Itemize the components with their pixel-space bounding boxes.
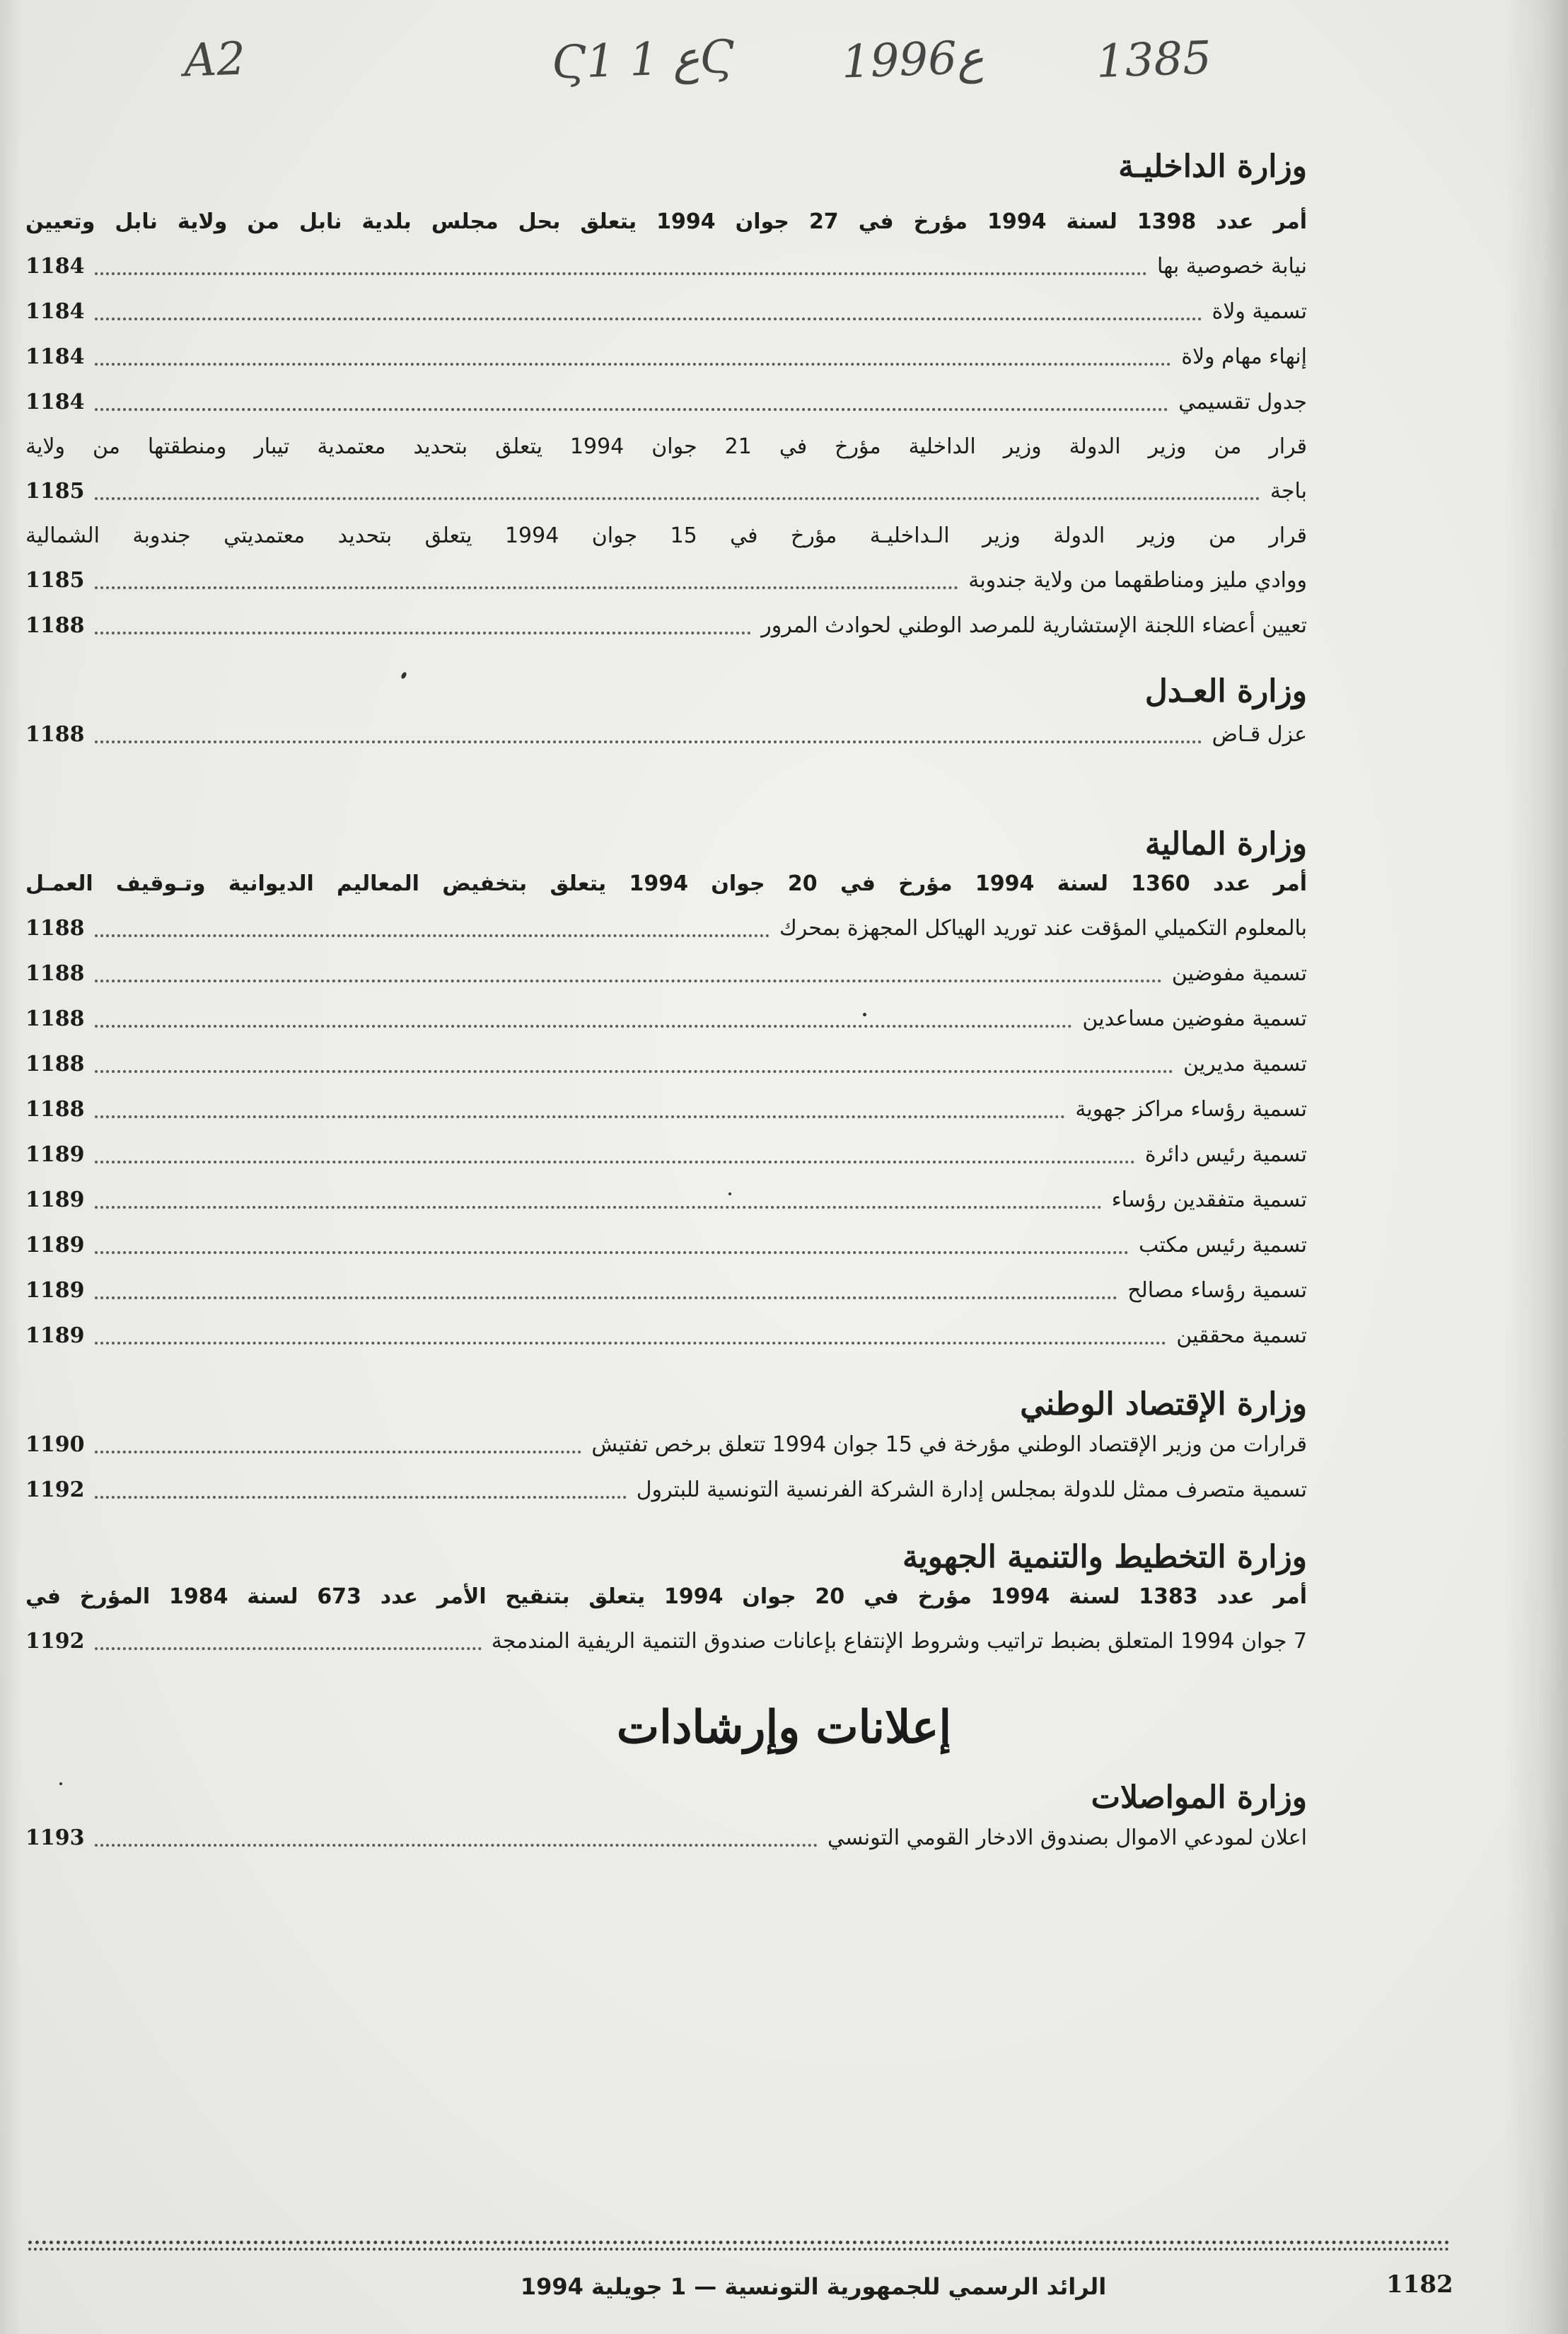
dot-leader — [95, 980, 1162, 982]
entry-text: قرارات من وزير الإقتصاد الوطني مؤرخة في 15 جوان 1994 تتعلق برخص تفتيش — [591, 1432, 1307, 1457]
section-interior — [25, 149, 1307, 649]
dot-leader — [95, 934, 770, 937]
scan-speck — [863, 1013, 866, 1016]
entry-text: عزل قـاض — [1212, 722, 1307, 747]
section-title: وزارة الداخليـة — [1118, 149, 1307, 185]
toc-entry — [25, 1087, 1307, 1132]
dot-leader — [95, 318, 1202, 320]
toc-entry — [25, 906, 1307, 951]
toc-entry — [25, 558, 1307, 603]
page-number: 1188 — [25, 961, 85, 986]
footer-rule-secondary — [28, 2248, 1450, 2253]
page-number: 1193 — [25, 1825, 85, 1850]
entry-first-line: أمر عدد 1360 لسنة 1994 مؤرخ في 20 جوان 1994 يتعلق بتخفيض المعاليم الديوانية وتـوقيف العمـل — [25, 871, 1308, 896]
entry-text: تعيين أعضاء اللجنة الإستشارية للمرصد الوطني لحوادث المرور — [761, 613, 1307, 638]
dot-leader — [95, 363, 1172, 366]
entry-text: تسمية متصرف ممثل للدولة بمجلس إدارة الشركة الفرنسية التونسية للبترول — [636, 1477, 1307, 1502]
toc-entry — [25, 1132, 1307, 1178]
page-number: 1192 — [25, 1629, 85, 1654]
page-number: 1184 — [25, 344, 85, 369]
dot-leader — [95, 1451, 582, 1453]
page-number: 1189 — [25, 1323, 85, 1348]
dot-leader — [95, 1251, 1129, 1254]
section-title: وزارة المواصلات — [1091, 1779, 1307, 1816]
entry-text: جدول تقسيمي — [1178, 390, 1307, 414]
handwritten-note-2: Ϛ1 ع 1Ϛ — [550, 30, 736, 90]
entry-text: تسمية رئيس مكتب — [1139, 1233, 1307, 1258]
toc-entry — [25, 1042, 1307, 1087]
page-number: 1189 — [25, 1142, 85, 1167]
section-title: وزارة العـدل — [1144, 673, 1307, 709]
section-title: وزارة المالية — [1144, 826, 1307, 862]
dot-leader — [95, 1342, 1167, 1345]
dot-leader — [95, 632, 752, 634]
dot-leader — [95, 586, 959, 589]
dot-leader — [95, 1647, 482, 1650]
entry-text: تسمية رؤساء مصالح — [1127, 1278, 1307, 1303]
toc-entry — [25, 1178, 1307, 1223]
toc-entry — [25, 603, 1307, 649]
toc-entry — [25, 997, 1307, 1042]
page-number: 1188 — [25, 722, 85, 747]
dot-leader — [95, 1296, 1118, 1299]
page-number: 1189 — [25, 1278, 85, 1303]
section-planning — [25, 1539, 1307, 1664]
entry-text: باجة — [1270, 479, 1307, 504]
section-communications — [25, 1779, 1307, 1861]
entry-text: تسمية رؤساء مراكز جهوية — [1075, 1097, 1307, 1122]
toc-entry — [25, 1619, 1307, 1664]
page-number: 1188 — [25, 1052, 85, 1076]
page-number: 1184 — [25, 254, 85, 279]
dot-leader — [95, 1025, 1073, 1028]
entry-text: تسمية رئيس دائرة — [1144, 1142, 1307, 1167]
announcements-heading: إعلانات وإرشادات — [616, 1701, 952, 1754]
toc-entry — [25, 1313, 1307, 1359]
scan-speck — [59, 1782, 62, 1785]
entry-text: تسمية محققين — [1176, 1323, 1307, 1348]
toc-entry — [25, 469, 1307, 514]
entry-first-line: أمر عدد 1383 لسنة 1994 مؤرخ في 20 جوان 1994 يتعلق بتنقيح الأمر عدد 673 لسنة 1984 المؤرخ في — [25, 1584, 1307, 1609]
entry-text: ووادي مليز ومناطقهما من ولاية جندوبة — [968, 568, 1307, 593]
page-number: 1188 — [25, 916, 85, 941]
entry-text: تسمية ولاة — [1212, 299, 1307, 324]
section-title: وزارة التخطيط والتنمية الجهوية — [902, 1539, 1307, 1575]
toc-entry — [25, 1468, 1307, 1513]
toc-entry — [25, 1268, 1307, 1313]
entry-first-line: أمر عدد 1398 لسنة 1994 مؤرخ في 27 جوان 1994 يتعلق بحل مجلس بلدية نابل من ولاية نابل وتعيين — [25, 209, 1307, 234]
binding-shadow — [1504, 0, 1568, 2334]
dot-leader — [95, 1070, 1173, 1073]
page-number: 1189 — [25, 1188, 85, 1212]
entry-text: اعلان لمودعي الاموال بصندوق الادخار القومي التونسي — [827, 1825, 1307, 1850]
handwritten-note-1: A2 — [182, 33, 247, 88]
dot-leader — [95, 272, 1147, 275]
dot-leader — [95, 741, 1202, 743]
toc-entry — [25, 951, 1307, 997]
handwritten-note-4: 1385 — [1095, 32, 1213, 88]
page-number: 1184 — [25, 299, 85, 324]
section-finance — [25, 826, 1307, 1359]
dot-leader — [95, 1206, 1102, 1209]
entry-text: تسمية متفقدين رؤساء — [1111, 1188, 1307, 1212]
page-number: 1192 — [25, 1477, 85, 1502]
page-number: 1188 — [25, 613, 85, 638]
footer-page-number: 1182 — [1386, 2270, 1453, 2299]
entry-text: تسمية مديرين — [1183, 1052, 1307, 1076]
left-edge-shadow — [0, 0, 21, 2334]
page-number: 1190 — [25, 1432, 85, 1457]
toc-entry — [25, 244, 1307, 289]
page-number: 1185 — [25, 568, 85, 593]
page-number: 1189 — [25, 1233, 85, 1258]
dot-leader — [95, 408, 1169, 411]
section-title: وزارة الإقتصاد الوطني — [1020, 1386, 1307, 1422]
page-number: 1188 — [25, 1097, 85, 1122]
section-justice — [25, 673, 1307, 757]
scan-speck — [728, 1192, 731, 1195]
dot-leader — [95, 1496, 627, 1499]
dot-leader — [95, 1844, 818, 1847]
entry-text: تسمية مفوضين — [1171, 961, 1307, 986]
section-national-economy — [25, 1386, 1307, 1513]
dot-leader — [95, 1161, 1135, 1163]
entry-text: إنهاء مهام ولاة — [1181, 344, 1307, 369]
entry-first-line: قرار من وزير الدولة وزير الـداخليـة مؤرخ في 15 جوان 1994 يتعلق بتحديد معتمديتي جندوبة الشمالية — [25, 523, 1307, 548]
handwritten-note-3: 1996ع — [840, 31, 985, 89]
dot-leader — [95, 1115, 1066, 1118]
footer-title: الرائد الرسمي للجمهورية التونسية — 1 جويلية 1994 — [520, 2273, 1107, 2300]
toc-entry — [25, 1422, 1307, 1468]
page-number: 1185 — [25, 479, 85, 504]
dot-leader — [95, 497, 1260, 500]
entry-text: بالمعلوم التكميلي المؤقت عند توريد الهياكل المجهزة بمحرك — [779, 916, 1307, 941]
toc-entry — [25, 335, 1307, 380]
entry-text: 7 جوان 1994 المتعلق بضبط تراتيب وشروط الإنتفاع بإعانات صندوق التنمية الريفية المندمجة — [491, 1629, 1307, 1654]
toc-entry — [25, 289, 1307, 335]
toc-entry — [25, 712, 1307, 757]
toc-entry — [25, 1816, 1307, 1861]
toc-entry — [25, 380, 1307, 425]
page-number: 1188 — [25, 1006, 85, 1031]
entry-text: نيابة خصوصية بها — [1156, 254, 1307, 279]
toc-entry — [25, 1223, 1307, 1268]
entry-text: تسمية مفوضين مساعدين — [1082, 1006, 1307, 1031]
entry-first-line: قرار من وزير الدولة وزير الداخلية مؤرخ في 21 جوان 1994 يتعلق بتحديد معتمدية تيبار ومنطقتها من ولاية — [25, 434, 1307, 459]
page-number: 1184 — [25, 390, 85, 414]
